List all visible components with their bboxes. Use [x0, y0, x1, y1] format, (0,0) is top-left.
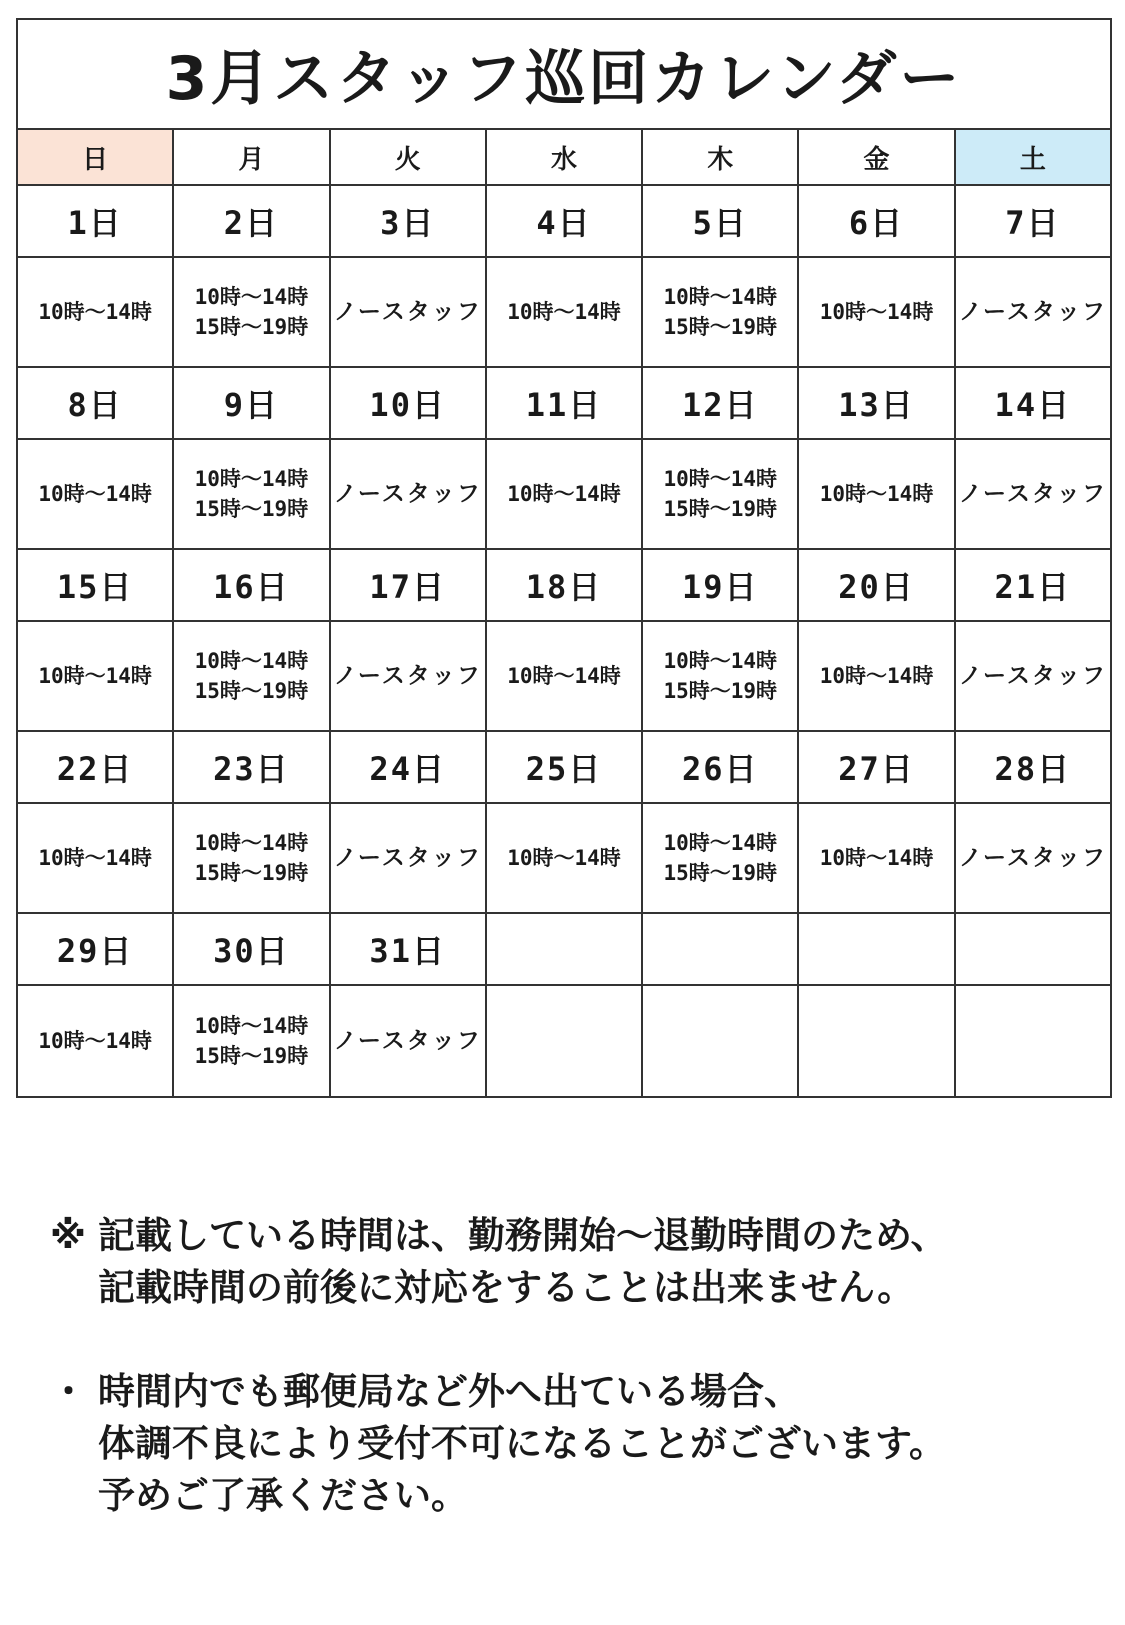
note-asterisk-mark: ※	[50, 1214, 86, 1257]
hours-row	[18, 440, 1110, 550]
weekday-thursday: 木	[643, 130, 799, 184]
shift-time: 15時～19時	[194, 497, 309, 521]
shift-time: 10時～14時	[663, 467, 778, 491]
shift-time: 10時～14時	[663, 285, 778, 309]
date-cell: 16日	[174, 550, 330, 620]
shift-time: 10時～14時	[507, 846, 621, 870]
shift-time: 10時～14時	[507, 664, 621, 688]
hours-cell	[174, 804, 330, 912]
hours-cell	[174, 440, 330, 548]
hours-cell	[643, 258, 799, 366]
hours-cell	[956, 986, 1110, 1096]
hours-cell	[487, 440, 643, 548]
note-line: 記載している時間は、勤務開始～退勤時間のため、	[98, 1214, 948, 1257]
shift-time: 10時～14時	[38, 846, 152, 870]
date-row	[18, 914, 1110, 986]
shift-time: 10時～14時	[663, 831, 778, 855]
date-cell	[956, 914, 1110, 984]
shift-time: ノースタッフ	[958, 481, 1107, 507]
shift-time: 15時～19時	[663, 497, 778, 521]
date-cell: 14日	[994, 386, 1072, 424]
hours-cell	[174, 622, 330, 730]
hours-cell	[18, 986, 174, 1096]
shift-time: 10時～14時	[38, 1029, 152, 1053]
date-cell	[799, 914, 955, 984]
date-cell: 17日	[331, 550, 487, 620]
hours-row	[18, 804, 1110, 914]
shift-time: 10時～14時	[819, 300, 934, 324]
shift-time: ノースタッフ	[958, 663, 1107, 689]
hours-row	[18, 622, 1110, 732]
date-cell: 30日	[174, 914, 330, 984]
date-cell: 29日	[18, 914, 174, 984]
shift-time: 10時～14時	[194, 831, 309, 855]
note-bullet-mark: ・	[50, 1370, 87, 1413]
hours-cell	[799, 622, 955, 730]
note-line: 予めご了承ください。	[98, 1474, 468, 1517]
date-cell: 19日	[643, 550, 799, 620]
hours-cell	[487, 258, 643, 366]
shift-time: 10時～14時	[38, 300, 152, 324]
hours-cell	[331, 804, 487, 912]
date-cell: 4日	[487, 186, 643, 256]
hours-cell	[956, 440, 1110, 548]
date-row	[18, 732, 1110, 804]
hours-cell	[18, 258, 174, 366]
date-cell: 9日	[174, 368, 330, 438]
shift-time: 10時～14時	[194, 467, 309, 491]
shift-time: 10時～14時	[38, 482, 152, 506]
hours-cell	[956, 258, 1110, 366]
hours-cell	[799, 258, 955, 366]
date-cell: 15日	[18, 550, 174, 620]
hours-cell	[799, 986, 955, 1096]
date-cell: 20日	[799, 550, 955, 620]
hours-row	[18, 258, 1110, 368]
date-cell: 22日	[18, 732, 174, 802]
hours-cell	[643, 622, 799, 730]
date-cell: 10日	[331, 368, 487, 438]
note-working-hours	[50, 1210, 1110, 1314]
hours-cell	[331, 440, 487, 548]
date-cell: 25日	[487, 732, 643, 802]
note-line: 体調不良により受付不可になることがございます。	[98, 1422, 947, 1465]
date-cell: 11日	[487, 368, 643, 438]
shift-time: 10時～14時	[194, 285, 309, 309]
hours-cell	[331, 258, 487, 366]
hours-cell	[331, 622, 487, 730]
date-cell: 23日	[174, 732, 330, 802]
date-cell: 31日	[331, 914, 487, 984]
hours-cell	[956, 622, 1110, 730]
shift-time: 10時～14時	[819, 664, 934, 688]
hours-cell	[799, 804, 955, 912]
note-availability	[50, 1366, 1110, 1522]
date-row	[18, 550, 1110, 622]
shift-time: 10時～14時	[38, 664, 152, 688]
shift-time: ノースタッフ	[333, 481, 482, 507]
hours-cell	[487, 804, 643, 912]
hours-cell	[174, 986, 330, 1096]
hours-cell	[643, 804, 799, 912]
weekday-saturday: 土	[956, 130, 1110, 184]
weekday-wednesday: 水	[487, 130, 643, 184]
date-cell: 7日	[1005, 204, 1061, 242]
note-line: 時間内でも郵便局など外へ出ている場合、	[98, 1370, 801, 1413]
shift-time: 15時～19時	[194, 679, 309, 703]
calendar-title: 3月スタッフ巡回カレンダー	[18, 20, 1110, 130]
shift-time: 10時～14時	[507, 300, 621, 324]
date-cell: 12日	[643, 368, 799, 438]
notes	[50, 1210, 1110, 1522]
calendar-weeks	[18, 186, 1110, 1096]
date-cell: 24日	[331, 732, 487, 802]
date-row	[18, 368, 1110, 440]
shift-time: 15時～19時	[194, 861, 309, 885]
hours-cell	[331, 986, 487, 1096]
date-cell	[487, 914, 643, 984]
shift-time: ノースタッフ	[333, 299, 482, 325]
date-cell: 26日	[643, 732, 799, 802]
shift-time: 15時～19時	[663, 679, 778, 703]
shift-time: ノースタッフ	[333, 663, 482, 689]
shift-time: 10時～14時	[663, 649, 778, 673]
date-row	[18, 186, 1110, 258]
shift-time: 15時～19時	[663, 861, 778, 885]
shift-time: 15時～19時	[194, 1044, 309, 1068]
hours-row	[18, 986, 1110, 1096]
hours-cell	[174, 258, 330, 366]
shift-time: ノースタッフ	[333, 1028, 482, 1054]
date-cell: 28日	[994, 750, 1072, 788]
shift-time: ノースタッフ	[333, 845, 482, 871]
weekday-tuesday: 火	[331, 130, 487, 184]
hours-cell	[643, 440, 799, 548]
weekday-monday: 月	[174, 130, 330, 184]
hours-cell	[18, 804, 174, 912]
date-cell: 2日	[174, 186, 330, 256]
date-cell: 13日	[799, 368, 955, 438]
hours-cell	[956, 804, 1110, 912]
shift-time: 10時～14時	[819, 482, 934, 506]
shift-time: 15時～19時	[663, 315, 778, 339]
calendar	[16, 18, 1112, 1098]
hours-cell	[18, 622, 174, 730]
note-line: 記載時間の前後に対応をすることは出来ません。	[98, 1266, 915, 1309]
weekday-sunday: 日	[18, 130, 174, 184]
date-cell: 27日	[799, 732, 955, 802]
shift-time: ノースタッフ	[958, 845, 1107, 871]
shift-time: 10時～14時	[194, 1014, 309, 1038]
hours-cell	[487, 986, 643, 1096]
hours-cell	[799, 440, 955, 548]
date-cell: 8日	[18, 368, 174, 438]
date-cell: 21日	[994, 568, 1072, 606]
weekday-header-row	[18, 130, 1110, 186]
date-cell: 1日	[18, 186, 174, 256]
date-cell: 5日	[643, 186, 799, 256]
hours-cell	[643, 986, 799, 1096]
shift-time: 10時～14時	[819, 846, 934, 870]
hours-cell	[487, 622, 643, 730]
shift-time: 10時～14時	[507, 482, 621, 506]
weekday-friday: 金	[799, 130, 955, 184]
hours-cell	[18, 440, 174, 548]
shift-time: 15時～19時	[194, 315, 309, 339]
date-cell: 6日	[799, 186, 955, 256]
date-cell: 3日	[331, 186, 487, 256]
shift-time: 10時～14時	[194, 649, 309, 673]
shift-time: ノースタッフ	[958, 299, 1107, 325]
date-cell	[643, 914, 799, 984]
date-cell: 18日	[487, 550, 643, 620]
